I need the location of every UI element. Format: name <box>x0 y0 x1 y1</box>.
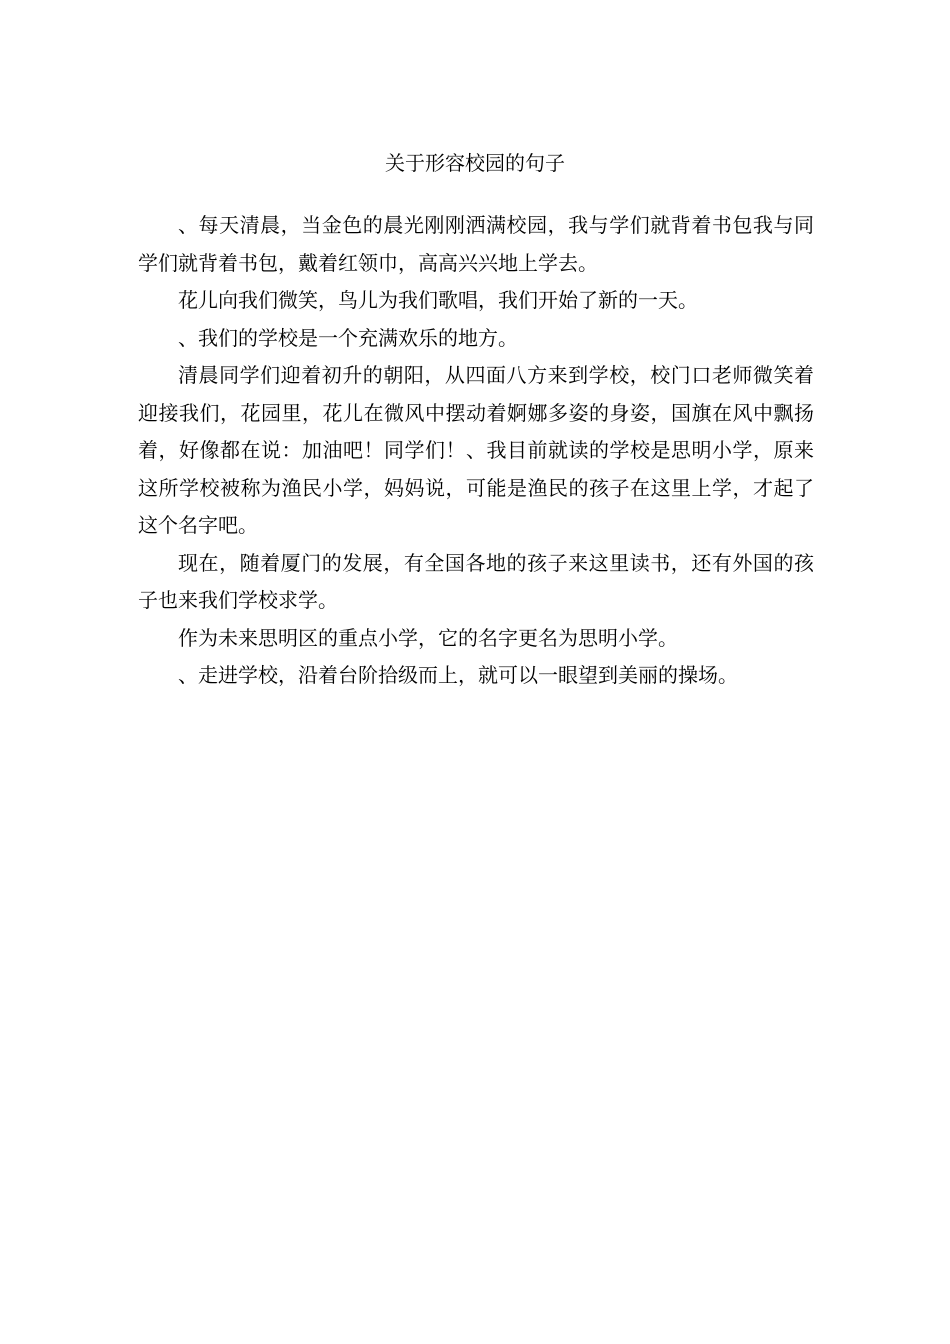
paragraph-7: 、走进学校，沿着台阶拾级而上，就可以一眼望到美丽的操场。 <box>178 663 738 687</box>
paragraph-5: 现在，随着厦门的发展，有全国各地的孩子来这里读书，还有外国的孩子也来我们学校求学。 <box>138 550 814 612</box>
page-title: 关于形容校园的句子 <box>385 151 565 175</box>
paragraph-1: 、每天清晨，当金色的晨光刚刚洒满校园，我与学们就背着书包我与同学们就背着书包，戴着红领巾，高高兴兴地上学去。 <box>138 213 814 275</box>
document-body <box>138 207 814 695</box>
paragraph-6: 作为未来思明区的重点小学，它的名字更名为思明小学。 <box>178 625 678 650</box>
paragraph-4: 清晨同学们迎着初升的朝阳，从四面八方来到学校，校门口老师微笑着迎接我们，花园里，花儿在微风中摆动着婀娜多姿的身姿，国旗在风中飘扬着，好像都在说：加油吧！同学们！、我目前就读的学校是思明小学，原来这所学校被称为渔民小学，妈妈说，可能是渔民的孩子在这里上学，才起了这个名字吧。 <box>138 363 814 537</box>
paragraph-2: 花儿向我们微笑，鸟儿为我们歌唱，我们开始了新的一天。 <box>178 288 698 312</box>
paragraph-3: 、我们的学校是一个充满欢乐的地方。 <box>178 325 518 350</box>
